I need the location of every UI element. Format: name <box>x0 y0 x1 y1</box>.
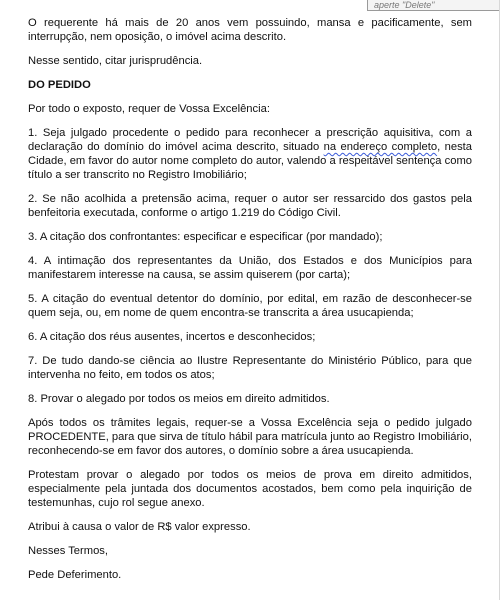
request-item-6: 6. A citação dos réus ausentes, incertos e desconhecidos; <box>28 331 316 343</box>
paragraph-proof: Protestam provar o alegado por todos os meios de prova em direito admitidos, especialmente pela juntada dos documentos acostados, bem como pela inquirição de testemunhas, cujo rol segue anexo. <box>28 469 472 509</box>
paragraph-request-intro: Por todo o exposto, requer de Vossa Excelência: <box>28 103 270 115</box>
spellcheck-flagged-text[interactable]: na endereço completo <box>323 141 438 153</box>
request-item-8: 8. Provar o alegado por todos os meios em direito admitidos. <box>28 393 330 405</box>
request-item-7: 7. De tudo dando-se ciência ao Ilustre Representante do Ministério Público, para que intervenha no feito, em todos os atos; <box>28 355 472 381</box>
heading-do-pedido: DO PEDIDO <box>28 79 91 91</box>
paragraph-procedente: Após todos os trâmites legais, requer-se a Vossa Excelência seja o pedido julgado PROCEDENTE, para que sirva de título hábil para matrícula junto ao Registro Imobiliário, reconhecendo-se em favor dos autores, o domínio sobre a área usucapienda. <box>28 417 472 457</box>
paragraph-jurisprudence: Nesse sentido, citar jurisprudência. <box>28 55 203 67</box>
request-item-3: 3. A citação dos confrontantes: especificar e especificar (por mandado); <box>28 231 383 243</box>
request-item-1-text-b: , nesta Cidade, em favor do autor nome completo do autor, valendo a respeitável sentença como título a ser transcrito no Registro Imobiliário; <box>28 141 472 181</box>
request-item-2: 2. Se não acolhida a pretensão acima, requer o autor ser ressarcido dos gastos pela benfeitoria executada, conforme o artigo 1.219 do Código Civil. <box>28 193 472 219</box>
closing-terms: Nesses Termos, <box>28 545 108 557</box>
request-item-4: 4. A intimação dos representantes da União, dos Estados e dos Municípios para manifestarem interesse na causa, se assim quiserem (por carta); <box>28 255 472 281</box>
paragraph-possession: O requerente há mais de 20 anos vem possuindo, mansa e pacificamente, sem interrupção, nem oposição, o imóvel acima descrito. <box>28 17 472 43</box>
closing-request: Pede Deferimento. <box>28 569 122 581</box>
request-item-5: 5. A citação do eventual detentor do domínio, por edital, em razão de desconhecer-se quem seja, ou, em nome de quem encontra-se transcrita a área usucapienda; <box>28 293 472 319</box>
delete-hint-tooltip: aperte "Delete" <box>367 0 499 11</box>
request-item-1 <box>28 126 472 182</box>
request-item-1-text-a: 1. Seja julgado procedente o pedido para reconhecer a prescrição aquisitiva, com a declaração do domínio do imóvel acima descrito, situado <box>28 127 472 153</box>
document-body[interactable] <box>28 16 472 592</box>
paragraph-case-value: Atribui à causa o valor de R$ valor expresso. <box>28 521 251 533</box>
